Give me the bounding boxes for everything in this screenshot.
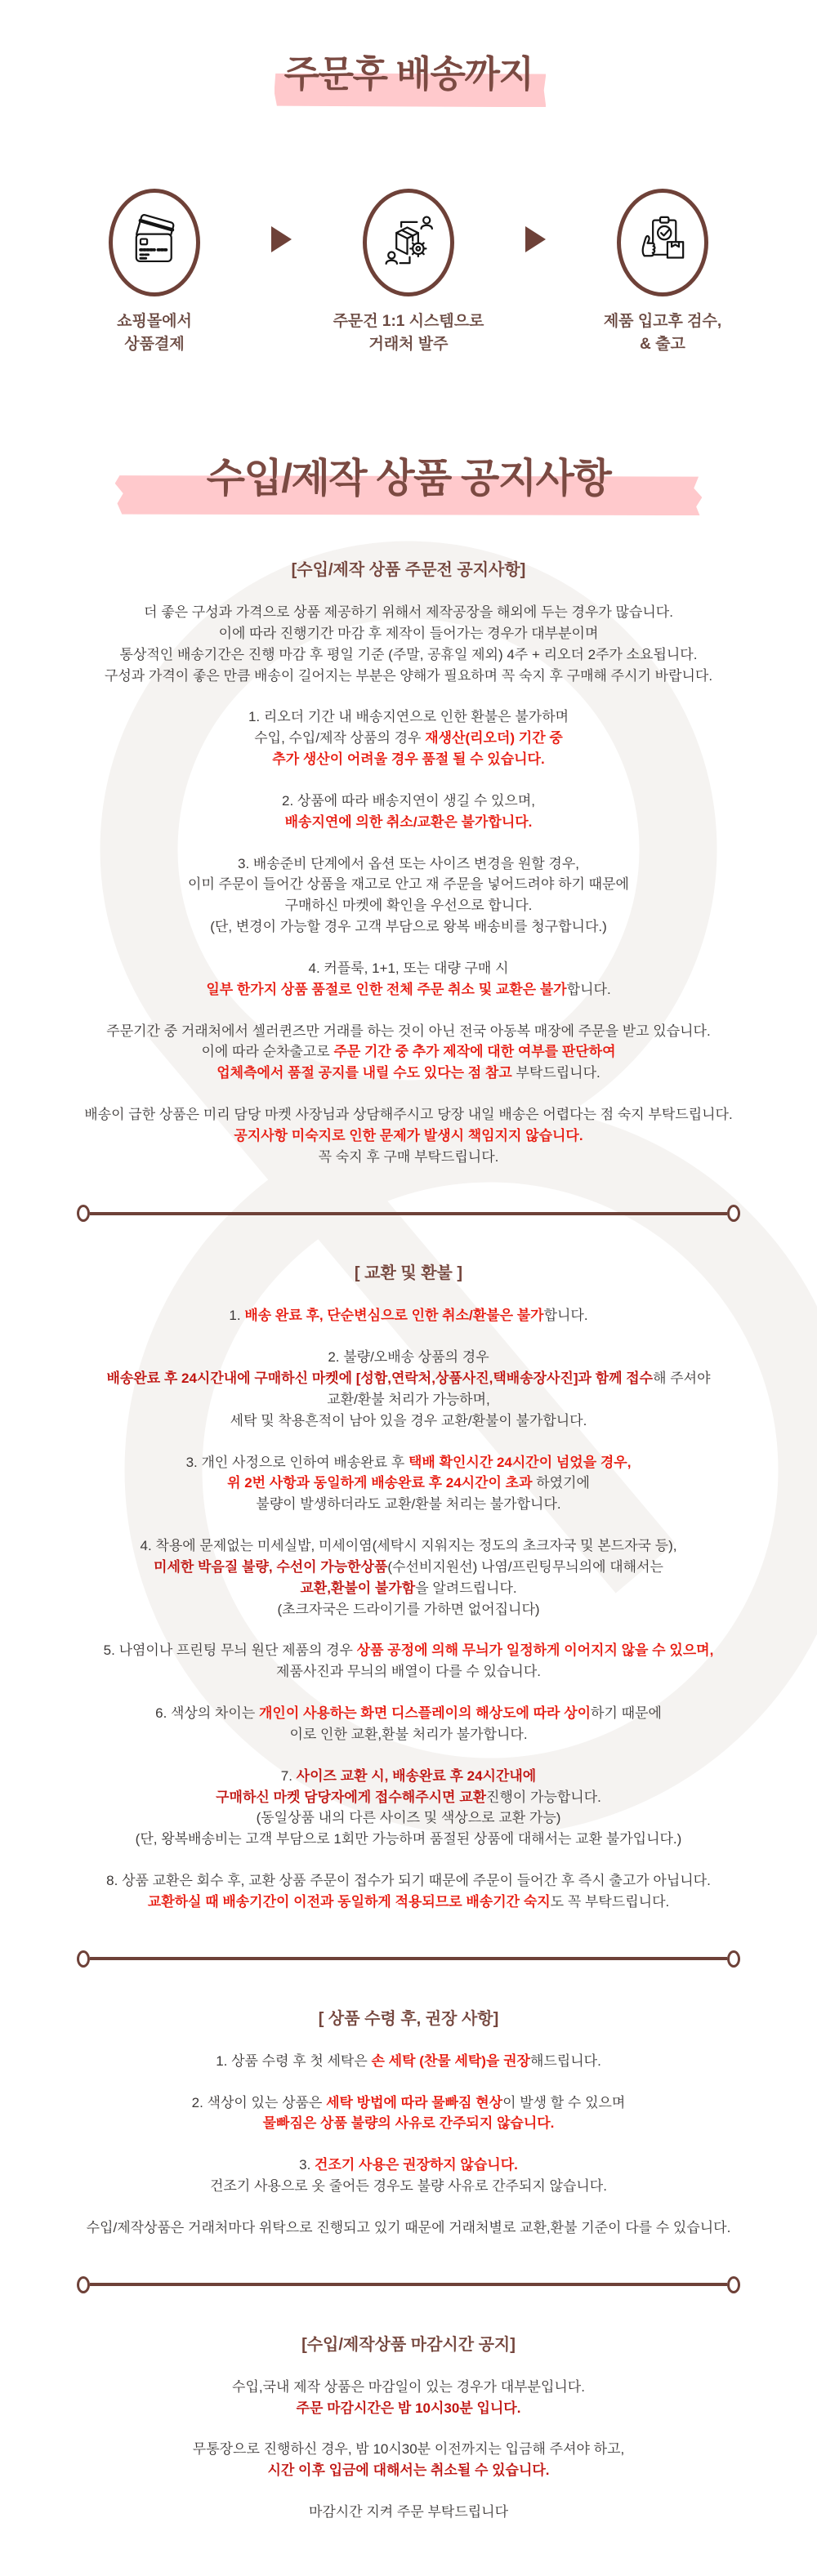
text-segment: 위 2번 사항과 동일하게 배송완료 후 24시간이 초과 [227, 1475, 533, 1491]
notice-section [0, 2331, 817, 2523]
notice-paragraph [0, 1535, 817, 1620]
text-segment: 8. 상품 교환은 회수 후, 교환 상품 주문이 접수가 되기 때문에 주문이 들어간 후 즉시 출고가 아닙니다. [106, 1873, 711, 1889]
text-segment: 수입, 수입/제작 상품의 경우 [254, 730, 426, 747]
text-segment: 제품사진과 무늬의 배열이 다를 수 있습니다. [276, 1664, 541, 1680]
notice-paragraph [0, 2092, 817, 2135]
notice-paragraph [0, 1703, 817, 1745]
divider-ring-icon [727, 1950, 740, 1968]
text-segment: 3. 배송준비 단계에서 옵션 또는 사이즈 변경을 원할 경우, [238, 855, 579, 871]
text-segment: 주문기간 중 거래처에서 셀러퀸즈만 거래를 하는 것이 아닌 전국 아동복 매장에 주문을 받고 있습니다. [106, 1023, 711, 1039]
text-segment: 6. 색상의 차이는 [155, 1705, 259, 1722]
credit-card-icon [109, 189, 200, 296]
text-segment: 개인이 사용하는 화면 디스플레이의 해상도에 따라 상이 [259, 1705, 592, 1722]
notice-paragraph [0, 2155, 817, 2197]
text-segment: 교환하실 때 배송기간이 이전과 동일하게 적용되므로 배송기간 숙지 [147, 1893, 551, 1910]
text-segment: 건조기 사용은 권장하지 않습니다. [315, 2157, 518, 2173]
text-segment: 구매하신 마켓 담당자에게 접수해주시면 교환 [216, 1789, 487, 1805]
text-segment: (동일상품 내의 다른 사이즈 및 색상으로 교환 가능) [256, 1810, 561, 1826]
divider-ring-icon [727, 2276, 740, 2293]
divider-line [90, 1212, 727, 1215]
text-segment: 합니다. [543, 1308, 588, 1324]
text-segment: 통상적인 배송기간은 진행 마감 후 평일 기준 (주말, 공휴일 제외) 4주 + 리오더 2주가 소요됩니다. [119, 646, 698, 662]
text-segment: 1. 상품 수령 후 첫 세탁은 [216, 2052, 372, 2069]
text-segment: 더 좋은 구성과 가격으로 상품 제공하기 위해서 제작공장을 해외에 두는 경우가 많습니다. [144, 604, 673, 621]
text-segment: 교환/환불 처리가 가능하며, [327, 1391, 490, 1407]
text-segment: 마감시간 지켜 주문 부탁드립니다 [308, 2503, 509, 2520]
process-step-inspection [570, 189, 755, 355]
text-segment: 세탁 방법에 따라 물빠짐 현상 [326, 2094, 503, 2110]
notice-paragraph [0, 1021, 817, 1084]
text-segment: 교환,환불이 불가함 [300, 1580, 416, 1596]
process-step-label: 주문건 1:1 시스템으로 거래처 발주 [333, 313, 484, 353]
text-segment: 일부 한가지 상품 품절로 인한 전체 주문 취소 및 교환은 불가 [206, 981, 567, 997]
text-segment: 이에 따라 순차출고로 [201, 1044, 334, 1060]
section-divider [77, 2276, 740, 2293]
notice-section [0, 556, 817, 1167]
notice-paragraph [0, 602, 817, 686]
text-segment: 4. 커플룩, 1+1, 또는 대량 구매 시 [308, 960, 509, 976]
text-segment: 건조기 사용으로 옷 줄어든 경우도 불량 사유로 간주되지 않습니다. [210, 2178, 607, 2195]
text-segment: 수입,국내 제작 상품은 마감일이 있는 경우가 대부분입니다. [232, 2378, 585, 2395]
text-segment: 5. 나염이나 프린팅 무늬 원단 제품의 경우 [103, 1642, 357, 1659]
notice-paragraph [0, 1452, 817, 1515]
section-divider [77, 1205, 740, 1222]
text-segment: (초크자국은 드라이기를 가하면 없어집니다) [277, 1601, 540, 1617]
notice-paragraph [0, 1766, 817, 1850]
divider-ring-icon [77, 1950, 90, 1968]
text-segment: 1. 리오더 기간 내 배송지연으로 인한 환불은 불가하며 [248, 709, 569, 725]
text-segment: 1. [229, 1308, 245, 1324]
text-segment: 재생산(리오더) 기간 중 [425, 730, 563, 747]
text-segment: 이 발생 할 수 있으며 [502, 2094, 626, 2110]
text-segment: 배송 완료 후, 단순변심으로 인한 취소/환불은 불가 [244, 1308, 544, 1324]
text-segment: 배송지연에 의한 취소/교환은 불가합니다. [284, 813, 533, 830]
notice-title-wrap [0, 447, 817, 504]
process-step-payment [62, 189, 247, 355]
notice-paragraph [0, 1640, 817, 1682]
text-segment: 물빠짐은 상품 불량의 사유로 간주되지 않습니다. [262, 2115, 555, 2132]
text-segment: 하였기에 [532, 1475, 590, 1491]
section-divider [77, 1950, 740, 1968]
text-segment: 3. 개인 사정으로 인하여 배송완료 후 [185, 1454, 408, 1470]
inspection-shipping-icon [617, 189, 708, 296]
text-segment: 배송완료 후 24시간내에 구매하신 마켓에 [성함,연락처,상품사진,택배송장사진]과 함께 접수 [106, 1370, 654, 1387]
text-segment: 7. [280, 1767, 297, 1784]
divider-ring-icon [77, 2276, 90, 2293]
divider-line [90, 2283, 727, 2286]
text-segment: 이에 따라 진행기간 마감 후 제작이 들어가는 경우가 대부분이며 [218, 625, 599, 641]
text-segment: 4. 착용에 문제없는 미세실밥, 미세이염(세탁시 지워지는 정도의 초크자국 및 본드자국 등), [140, 1538, 677, 1554]
text-segment: 배송이 급한 상품은 미리 담당 마켓 사장님과 상담해주시고 당장 내일 배송은 어렵다는 점 숙지 부탁드립니다. [84, 1107, 733, 1122]
text-segment: (단, 왕복배송비는 고객 부담으로 1회만 가능하며 품절된 상품에 대해서는 교환 불가입니다.) [135, 1831, 682, 1847]
section-heading: [수입/제작 상품 주문전 공지사항] [291, 561, 526, 580]
text-segment: 세탁 및 착용흔적이 남아 있을 경우 교환/환불이 불가합니다. [230, 1412, 587, 1428]
text-segment: 불량이 발생하더라도 교환/환불 처리는 불가합니다. [256, 1496, 561, 1513]
text-segment: 해드립니다. [529, 2052, 601, 2069]
notice-paragraph [0, 1347, 817, 1431]
text-segment: 이미 주문이 들어간 상품을 재고로 안고 재 주문을 넣어드려야 하기 때문에 [188, 876, 629, 893]
notice-paragraph [0, 706, 817, 769]
notice-paragraph [0, 1305, 817, 1326]
notice-title: 수입/제작 상품 공지사항 [0, 447, 817, 504]
text-segment: 주문 마감시간은 밤 10시30분 입니다. [296, 2400, 521, 2416]
process-step-label: 쇼핑몰에서 상품결제 [117, 313, 192, 353]
arrow-right-icon [525, 226, 546, 252]
text-segment: 3. [299, 2157, 315, 2173]
notice-paragraph [0, 853, 817, 938]
notice-paragraph [0, 2502, 817, 2523]
notice-paragraph [0, 958, 817, 1001]
text-segment: 이로 인한 교환,환불 처리가 불가합니다. [289, 1726, 528, 1742]
process-step-label: 제품 입고후 검수, & 출고 [603, 313, 722, 353]
notice-paragraph [0, 1870, 817, 1913]
text-segment: (단, 변경이 가능할 경우 고객 부담으로 왕복 배송비를 청구합니다.) [210, 919, 607, 935]
divider-line [90, 1957, 727, 1960]
notice-paragraph [0, 1104, 817, 1167]
text-segment: 미세한 박음질 불량, 수선이 가능한상품 [154, 1558, 388, 1575]
notice-section [0, 2005, 817, 2239]
text-segment: 도 꼭 부탁드립니다. [550, 1893, 670, 1910]
text-segment: 부탁드립니다. [511, 1065, 600, 1081]
notice-paragraph [0, 2377, 817, 2419]
notice-section [0, 1259, 817, 1912]
notice-paragraph [0, 2439, 817, 2481]
page-title: 주문후 배송까지 [0, 44, 817, 97]
text-segment: 꼭 숙지 후 구매 부탁드립니다. [318, 1148, 499, 1165]
notice-sections [0, 556, 817, 2576]
section-heading: [ 교환 및 환불 ] [354, 1264, 463, 1283]
order-process-flow [0, 189, 817, 355]
text-segment: 2. 상품에 따라 배송지연이 생길 수 있으며, [282, 792, 535, 809]
text-segment: 진행이 가능합니다. [486, 1789, 601, 1805]
text-segment: 상품 공정에 의해 무늬가 일정하게 이어지지 않을 수 있으며, [356, 1642, 714, 1659]
arrow-right-icon [271, 226, 292, 252]
text-segment: 수입/제작상품은 거래처마다 위탁으로 진행되고 있기 때문에 거래처별로 교환,환불 기준이 다를 수 있습니다. [86, 2219, 731, 2235]
text-segment: 시간 이후 입금에 대해서는 취소될 수 있습니다. [267, 2462, 550, 2479]
section-heading: [수입/제작상품 마감시간 공지] [301, 2335, 516, 2354]
text-segment: 손 세탁 (찬물 세탁)을 권장 [371, 2052, 530, 2069]
text-segment: 해 주셔야 [653, 1370, 711, 1387]
text-segment: (수선비지원선) 나염/프린팅무늬의에 대해서는 [387, 1558, 663, 1575]
notice-paragraph [0, 2217, 817, 2239]
text-segment: 합니다. [566, 981, 611, 997]
text-segment: 무통장으로 진행하신 경우, 밤 10시30분 이전까지는 입금해 주셔야 하고, [192, 2441, 625, 2458]
text-segment: 구매하신 마켓에 확인을 우선으로 합니다. [284, 898, 533, 914]
notice-paragraph [0, 791, 817, 833]
text-segment: 을 알려드립니다. [415, 1580, 517, 1596]
text-segment: 2. 불량/오배송 상품의 경우 [328, 1349, 489, 1366]
text-segment: 추가 생산이 어려울 경우 품절 될 수 있습니다. [272, 751, 545, 768]
process-step-order-system [316, 189, 501, 355]
text-segment: 택배 확인시간 24시간이 넘었을 경우, [408, 1454, 632, 1470]
notice-paragraph [0, 2051, 817, 2072]
text-segment: 주문 기간 중 추가 제작에 대한 여부를 판단하여 [333, 1044, 616, 1060]
text-segment: 공지사항 미숙지로 인한 문제가 발생시 책임지지 않습니다. [234, 1127, 583, 1143]
order-system-icon [363, 189, 454, 296]
divider-ring-icon [77, 1205, 90, 1222]
text-segment: 사이즈 교환 시, 배송완료 후 24시간내에 [296, 1767, 537, 1784]
text-segment: 구성과 가격이 좋은 만큼 배송이 길어지는 부분은 양해가 필요하며 꼭 숙지 후 구매해 주시기 바랍니다. [104, 667, 713, 684]
text-segment: 하기 때문에 [591, 1705, 662, 1722]
text-segment: 업체측에서 품절 공지를 내릴 수도 있다는 점 참고 [217, 1065, 512, 1081]
text-segment: 2. 색상이 있는 상품은 [191, 2094, 327, 2110]
divider-ring-icon [727, 1205, 740, 1222]
section-heading: [ 상품 수령 후, 권장 사항] [318, 2009, 499, 2028]
